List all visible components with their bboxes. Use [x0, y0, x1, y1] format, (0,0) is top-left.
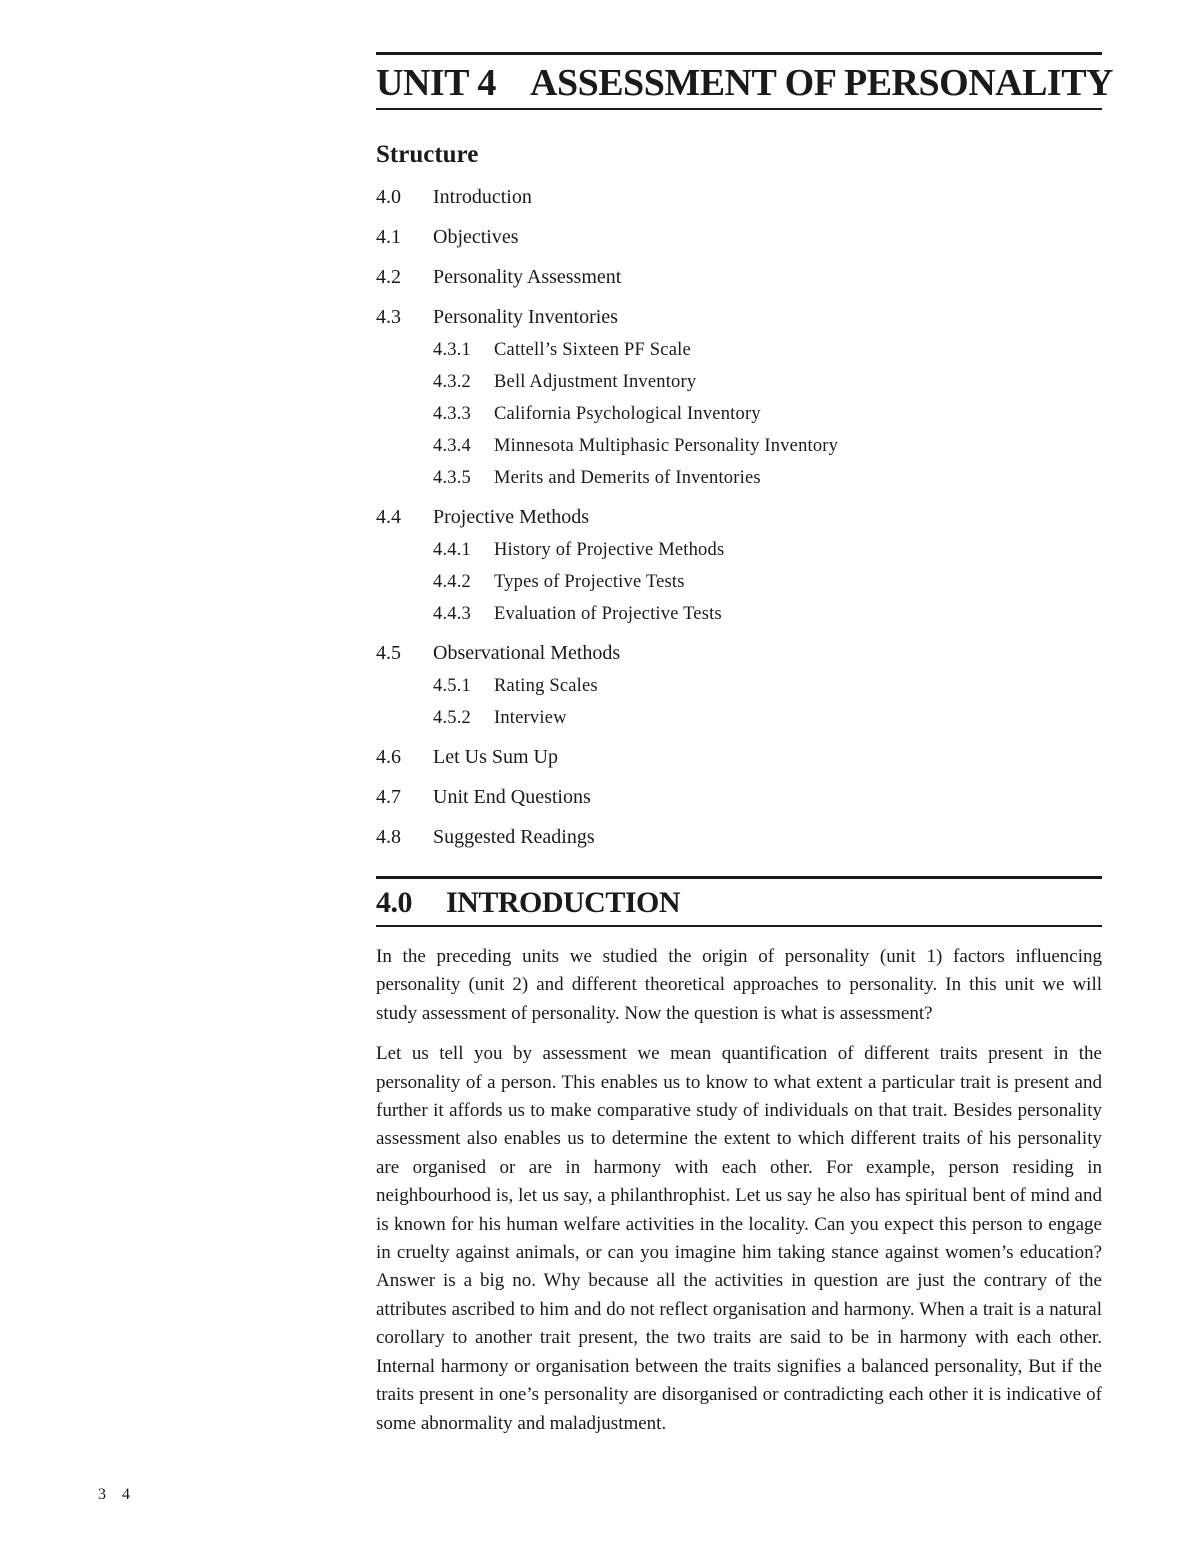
section-title-text: INTRODUCTION: [446, 886, 681, 919]
toc-item-number: 4.3: [376, 306, 401, 328]
toc-subitem-label: Interview: [494, 708, 567, 728]
paragraph: In the preceding units we studied the origin of personality (unit 1) factors influencing personality (unit 2) and different theoretical approaches to personality. In this unit we will study assessment of personality. Now the question is what is assessment?: [376, 946, 1102, 1024]
toc-item-number: 4.7: [376, 786, 401, 808]
section-title: [376, 879, 1102, 925]
toc-subitem-number: 4.5.2: [433, 708, 471, 728]
toc-subitem: [376, 706, 1102, 730]
toc-subitem-number: 4.4.3: [433, 604, 471, 624]
structure-heading: Structure: [376, 141, 479, 168]
toc-item-number: 4.8: [376, 826, 401, 848]
toc-item-label: Suggested Readings: [433, 826, 595, 848]
toc-subitem-number: 4.3.1: [433, 340, 471, 360]
toc-item-number: 4.4: [376, 506, 401, 528]
toc-item-number: 4.5: [376, 642, 401, 664]
toc-subitem-number: 4.4.2: [433, 572, 471, 592]
unit-title: [376, 55, 1113, 108]
toc-item: [376, 224, 1102, 250]
toc-item-number: 4.0: [376, 186, 401, 208]
toc-item: [376, 784, 1102, 810]
toc-subitem-number: 4.3.3: [433, 404, 471, 424]
introduction-section: [376, 876, 1102, 1438]
toc-subitem: [376, 538, 1102, 562]
toc-subitem-number: 4.5.1: [433, 676, 471, 696]
toc-item: [376, 640, 1102, 666]
toc-subitem: [376, 370, 1102, 394]
toc-subitem-number: 4.3.4: [433, 436, 471, 456]
toc-item-label: Personality Assessment: [433, 266, 622, 288]
toc-subitem: [376, 402, 1102, 426]
toc-subitem: [376, 434, 1102, 458]
toc-subitem: [376, 466, 1102, 490]
toc-subitem-label: Bell Adjustment Inventory: [494, 372, 697, 392]
toc-item: [376, 264, 1102, 290]
table-of-contents: [376, 184, 1102, 850]
toc-item-number: 4.2: [376, 266, 401, 288]
header-bottom-rule: [376, 108, 1102, 110]
unit-title-text: ASSESSMENT OF PERSONALITY: [530, 62, 1113, 104]
toc-item: [376, 744, 1102, 770]
toc-subitem-number: 4.4.1: [433, 540, 471, 560]
toc-item-label: Observational Methods: [433, 642, 621, 664]
toc-item-number: 4.1: [376, 226, 401, 248]
toc-subitem-label: Types of Projective Tests: [494, 572, 685, 592]
toc-subitem-label: History of Projective Methods: [494, 540, 725, 560]
toc-subitem-label: Merits and Demerits of Inventories: [494, 468, 761, 488]
unit-number: UNIT 4: [376, 62, 496, 104]
toc-subitem: [376, 338, 1102, 362]
section-number: 4.0: [376, 886, 412, 919]
toc-subitem-label: Evaluation of Projective Tests: [494, 604, 722, 624]
toc-subitem: [376, 674, 1102, 698]
toc-subitem-number: 4.3.5: [433, 468, 471, 488]
paragraph: Let us tell you by assessment we mean quantification of different traits present in the personality of a person. This enables us to know to what extent a particular trait is present and further it affords us to make comparative study of individuals on that trait. Besides personality assessment also enables us to determine the extent to which different traits of his personality are organised or are in harmony with each other. For example, person residing in neighbourhood is, let us say, a philanthrophist. Let us say he also has spiritual bent of mind and is known for his human welfare activities in the locality. Can you expect this person to engage in cruelty against animals, or can you imagine him taking stance against women’s education? Answer is a big no. Why because all the activities in question are just the contrary of the attributes ascribed to him and do not reflect organisation and harmony. When a trait is a natural corollary to another trait present, the two traits are said to be in harmony with each other. Internal harmony or organisation between the traits signifies a balanced personality, But if the traits present in one’s personality are disorganised or contradicting each other it is indicative of some abnormality and maladjustment.: [376, 1043, 1102, 1434]
toc-subitem-label: Cattell’s Sixteen PF Scale: [494, 340, 691, 360]
toc-item: [376, 304, 1102, 330]
toc-item: [376, 504, 1102, 530]
page-number: 3 4: [98, 1486, 136, 1503]
toc-item-label: Let Us Sum Up: [433, 746, 558, 768]
toc-item: [376, 824, 1102, 850]
intro-bottom-rule: [376, 925, 1102, 927]
toc-subitem-label: Minnesota Multiphasic Personality Inventory: [494, 436, 839, 456]
toc-subitem-number: 4.3.2: [433, 372, 471, 392]
toc-item-label: Personality Inventories: [433, 306, 618, 328]
toc-subitem-label: Rating Scales: [494, 676, 598, 696]
toc-item: [376, 184, 1102, 210]
toc-item-label: Objectives: [433, 226, 519, 248]
toc-subitem: [376, 602, 1102, 626]
toc-subitem-label: California Psychological Inventory: [494, 404, 761, 424]
toc-item-label: Unit End Questions: [433, 786, 591, 808]
toc-subitem: [376, 570, 1102, 594]
toc-item-label: Introduction: [433, 186, 532, 208]
page-content: [376, 52, 1113, 1438]
toc-item-label: Projective Methods: [433, 506, 590, 528]
unit-header: [376, 52, 1113, 110]
toc-item-number: 4.6: [376, 746, 401, 768]
